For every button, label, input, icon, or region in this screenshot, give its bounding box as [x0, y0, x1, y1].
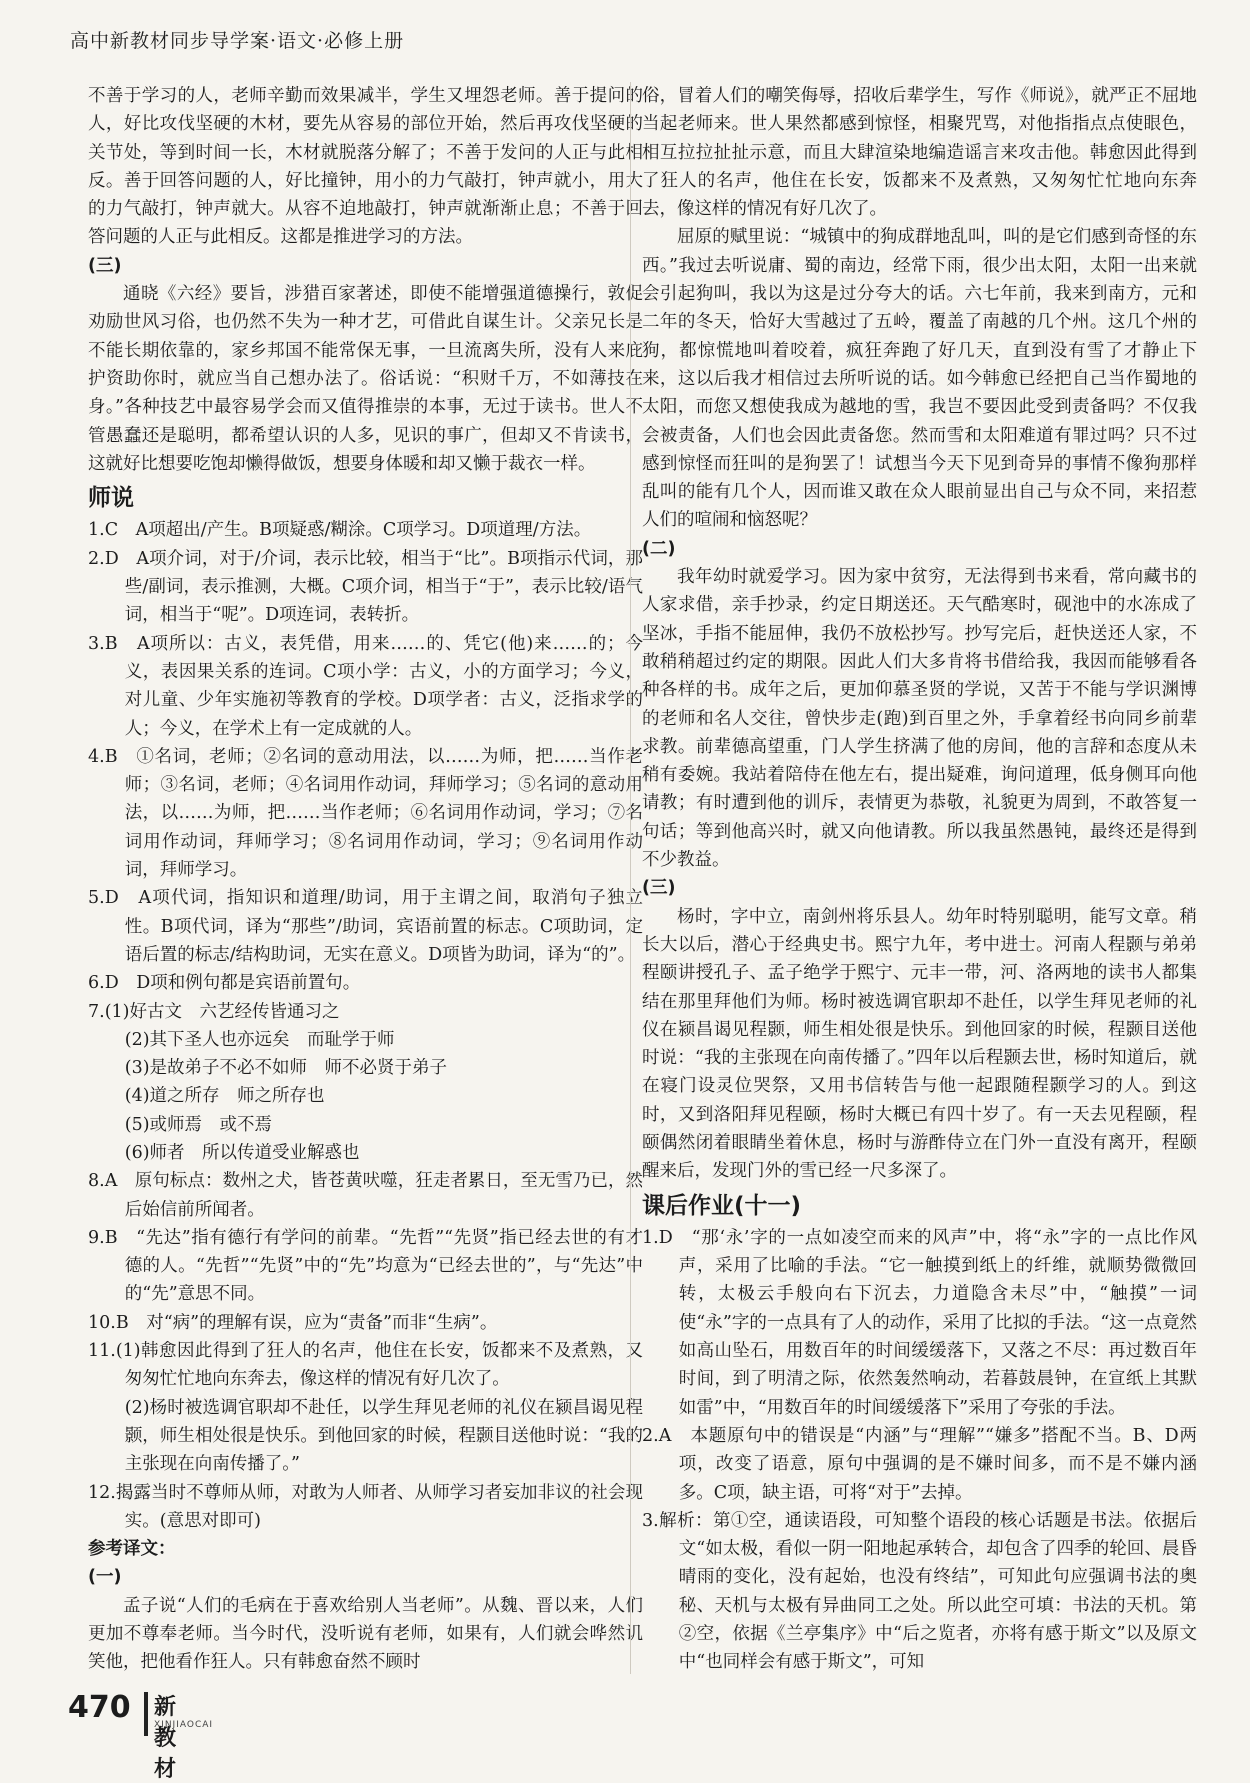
page-number: 470: [68, 1690, 131, 1725]
answer-item: 6.D D项和例句都是宾语前置句。: [88, 973, 361, 994]
answer-item: 11.(1)韩愈因此得到了狂人的名声，他住在长安，饭都来不及煮熟，又匆匆忙忙地向东奔去，像这样的情况有好几次了。: [88, 1341, 643, 1390]
answer-item: 10.B 对“病”的理解有误，应为“责备”而非“生病”。: [88, 1312, 498, 1333]
answer-subitem: (2)其下圣人也亦远矣 而耻学于师: [124, 1029, 395, 1050]
paragraph-section-2: 我年幼时就爱学习。因为家中贫穷，无法得到书来看，常向藏书的人家求借，亲手抄录，约定日期送还。天气酷寒时，砚池中的水冻成了坚冰，手指不能屈伸，我仍不放松抄写。抄写完后，赶快送还人家，不敢稍稍超过约定的期限。因此人们大多肯将书借给我，我因而能够看各种各样的书。成年之后，更加仰慕圣贤的学说，又苦于不能与学识渊博的老师和名人交往，曾快步走(跑)到百里之外，手拿着经书向同乡前辈求教。前辈德高望重，门人学生挤满了他的房间，他的言辞和态度从未稍有委婉。我站着陪侍在他左右，提出疑难，询问道理，低身侧耳向他请教；有时遭到他的训斥，表情更为恭敬，礼貌更为周到，不敢答复一句话；等到他高兴时，就又向他请教。所以我虽然愚钝，最终还是得到不少教益。: [642, 567, 1197, 871]
paragraph-section-3: 通晓《六经》要旨，涉猎百家著述，即使不能增强道德操行，敦促劝励世风习俗，也仍然不失为一种才艺，可借此自谋生计。父亲兄长是不能长期依靠的，家乡邦国不能常保无事，一旦流离失所，没有人来庇护资助你时，就应当自己想办法了。俗话说：“积财千万，不如薄技在身。”各种技艺中最容易学会而又值得推崇的本事，无过于读书。世人不管愚蠢还是聪明，都希望认识的人多，见识的事广，但却又不肯读书，这就好比想要吃饱却懒得做饭，想要身体暖和却又懒于裁衣一样。: [88, 284, 643, 474]
homework-item: 2.A 本题原句中的错误是“内涵”与“理解”“嫌多”搭配不当。B、D两项，改变了语意，原句中强调的是不嫌时间多，而不是不嫌内涵多。C项，缺主语，可将“对于”去掉。: [642, 1425, 1197, 1503]
section-heading-3-right: (三): [642, 878, 676, 899]
answer-subitem: (5)或师焉 或不焉: [124, 1114, 273, 1135]
homework-item: 3.解析：第①空，通读语段，可知整个语段的核心话题是书法。依据后文“如太极，看似一阴一阳地起承转合，却包含了四季的轮回、晨昏晴雨的变化，没有起始，也没有终结”，可知此句应强调书法的奥秘、天机与太极有异曲同工之处。所以此空可填：书法的天机。第②空，依据《兰亭集序》中“后之览者，亦将有感于斯文”以及原文中“也同样会有感于斯文”，可知: [642, 1510, 1197, 1673]
brand-pinyin: XINJIAOCAI: [154, 1720, 214, 1730]
answer-item: 5.D A项代词，指知识和道理/助词，用于主谓之间，取消句子独立性。B项代词，译为“那些”/助词，宾语前置的标志。C项助词，定语后置的标志/结构助词，无实在意义。D项皆为助词，译为“的”。: [88, 888, 643, 965]
paragraph-section-1: 孟子说“人们的毛病在于喜欢给别人当老师”。从魏、晋以来，人们更加不尊奉老师。当今时代，没听说有老师，如果有，人们就会哗然讥笑他，把他看作狂人。只有韩愈奋然不顾时: [88, 1595, 643, 1673]
answer-item: 9.B “先达”指有德行有学问的前辈。“先哲”“先贤”指已经去世的有才德的人。“先哲”“先贤”中的“先”均意为“已经去世的”，与“先达”中的“先”意思不同。: [88, 1227, 643, 1305]
answer-item-7: 7.(1)好古文 六艺经传皆通习之: [88, 1001, 340, 1022]
column-divider: [630, 82, 631, 1674]
answer-item: 1.C A项超出/产生。B项疑惑/糊涂。C项学习。D项道理/方法。: [88, 520, 592, 541]
homework-item: 1.D “那‘永’字的一点如凌空而来的风声”中，将“永”字的一点比作风声，采用了比喻的手法。“它一触摸到纸上的纤维，就顺势微微回转，太极云手般向右下沉去，力道隐含未尽”中，“触摸”一词使“永”字的一点具有了人的动作，采用了比拟的手法。“这一点竟然如高山坠石，用数百年的时间缓缓落下，又落之不尽：再过数百年时间，到了明清之际，依然轰然响动，若暮鼓晨钟，在宣纸上其默如雷”中，“用数百年的时间缓缓落下”采用了夸张的手法。: [642, 1227, 1197, 1418]
paragraph-quyuan: 屈原的赋里说：“城镇中的狗成群地乱叫，叫的是它们感到奇怪的东西。”我过去听说庸、蜀的南边，经常下雨，很少出太阳，太阳一出来就会引起狗叫，我以为这是过分夸大的话。六七年前，我来到南方，元和二年的冬天，恰好大雪越过了五岭，覆盖了南越的几个州。这几个州的狗，都惊慌地叫着咬着，疯狂奔跑了好几天，直到没有雪了才静止下来，这以后我才相信过去所听说的话。如今韩愈已经把自己当作蜀地的太阳，而您又想使我成为越地的雪，我岂不要因此受到责备吗？不仅我会被责备，人们也会因此责备您。然而雪和太阳难道有罪过吗？只不过感到惊怪而狂叫的是狗罢了！试想当今天下见到奇异的事情不像狗那样乱叫的能有几个人，因而谁又敢在众人眼前显出自己与众不同，来招惹人们的喧闹和恼怒呢？: [642, 227, 1197, 531]
answer-subitem: (4)道之所存 师之所存也: [124, 1086, 325, 1107]
answer-item: 2.D A项介词，对于/介词，表示比较，相当于“比”。B项指示代词，那些/副词，表示推测，大概。C项介词，相当于“于”，表示比较/语气词，相当于“呢”。D项连词，表转折。: [88, 548, 643, 626]
running-header: 高中新教材同步导学案·语文·必修上册: [70, 30, 405, 52]
reference-translation-label: 参考译文：: [88, 1539, 176, 1560]
section-heading-2: (二): [642, 538, 676, 559]
lesson-title: 师说: [88, 485, 134, 512]
answer-item: 4.B ①名词，老师；②名词的意动用法，以……为师，把……当作老师；③名词，老师；④名词用作动词，拜师学习；⑤名词的意动用法，以……为师，把……当作老师；⑥名词用作动词，学习；⑦名词用作动词，拜师学习；⑧名词用作动词，学习；⑨名词用作动词，拜师学习。: [88, 746, 643, 881]
answer-subitem: (6)师者 所以传道受业解惑也: [124, 1142, 360, 1163]
answer-item: 12.揭露当时不尊师从师，对敢为人师者、从师学习者妄加非议的社会现实。(意思对即可): [88, 1482, 643, 1531]
brand-logo: 新教材: [154, 1695, 177, 1782]
right-column: [642, 82, 1197, 1677]
section-heading-1: (一): [88, 1567, 122, 1588]
homework-title: 课后作业(十一): [642, 1192, 802, 1219]
left-column: [88, 82, 643, 1677]
paragraph-section-3-right: 杨时，字中立，南剑州将乐县人。幼年时特别聪明，能写文章。稍长大以后，潜心于经典史书。熙宁九年，考中进士。河南人程颢与弟弟程颐讲授孔子、孟子绝学于熙宁、元丰一带，河、洛两地的读书人都集结在那里拜他们为师。杨时被选调官职却不赴任，以学生拜见老师的礼仪在颍昌谒见程颢，师生相处很是快乐。到他回家的时候，程颢目送他时说：“我的主张现在向南传播了。”四年以后程颢去世，杨时知道后，就在寝门设灵位哭祭，又用书信转告与他一起跟随程颢学习的人。到这时，又到洛阳拜见程颐，杨时大概已有四十岁了。有一天去见程颐，程颐偶然闭着眼睛坐着休息，杨时与游酢侍立在门外一直没有离开，程颐醒来后，发现门外的雪已经一尺多深了。: [642, 906, 1197, 1182]
paragraph-intro: 不善于学习的人，老师辛勤而效果减半，学生又埋怨老师。善于提问的人，好比攻伐坚硬的木材，要先从容易的部位开始，然后再攻伐坚硬的关节处，等到时间一长，木材就脱落分解了；不善于发问的人正与此相反。善于回答问题的人，好比撞钟，用小的力气敲打，钟声就小，用大的力气敲打，钟声就大。从容不迫地敲打，钟声就渐渐止息；不善于回答问题的人正与此相反。这都是推进学习的方法。: [88, 86, 643, 248]
answer-subitem: (2)杨时被选调官职却不赴任，以学生拜见老师的礼仪在颍昌谒见程颢，师生相处很是快乐。到他回家的时候，程颢目送他时说：“我的主张现在向南传播了。”: [124, 1397, 643, 1475]
paragraph-continued: 俗，冒着人们的嘲笑侮辱，招收后辈学生，写作《师说》，就严正不屈地当起老师来。世人果然都感到惊怪，相聚咒骂，对他指指点点使眼色，相互拉拉扯扯示意，而且大肆渲染地编造谣言来攻击他。韩愈因此得到了狂人的名声，他住在长安，饭都来不及煮熟，又匆匆忙忙地向东奔去，像这样的情况有好几次了。: [642, 86, 1197, 220]
answer-subitem: (3)是故弟子不必不如师 师不必贤于弟子: [124, 1058, 448, 1079]
footer-divider: [144, 1692, 148, 1736]
section-heading-3: (三): [88, 255, 122, 276]
answer-item: 3.B A项所以：古义，表凭借，用来……的、凭它(他)来……的；今义，表因果关系的连词。C项小学：古义，小的方面学习；今义，对儿童、少年实施初等教育的学校。D项学者：古义，泛指求学的人；今义，在学术上有一定成就的人。: [88, 633, 643, 739]
answer-item: 8.A 原句标点：数州之犬，皆苍黄吠噬，狂走者累日，至无雪乃已，然后始信前所闻者。: [88, 1171, 643, 1220]
